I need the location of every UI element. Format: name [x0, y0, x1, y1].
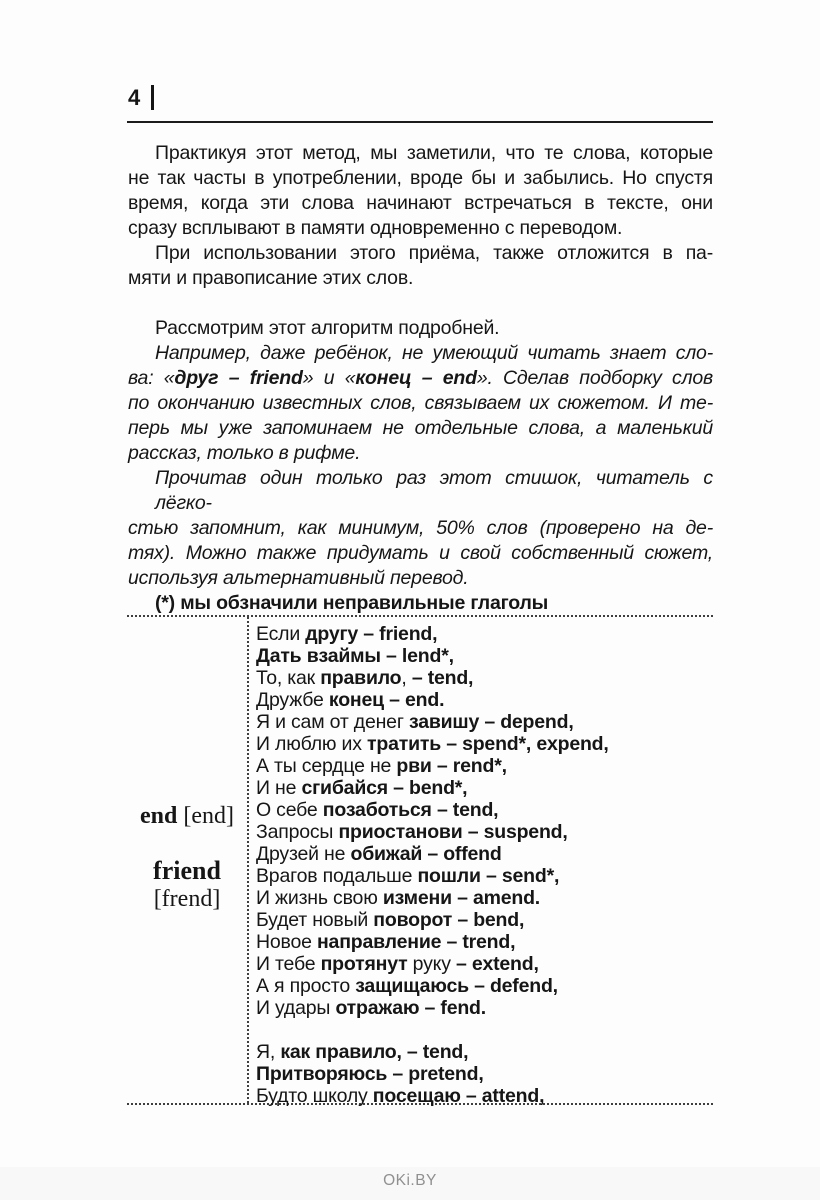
page-number-divider — [151, 85, 154, 110]
poem-line: О себе позаботься – tend, — [256, 799, 499, 821]
poem-line: Новое направление – trend, — [256, 931, 516, 953]
text-line: Прочитав один только раз этот стишок, читатель с лёгко- — [155, 467, 713, 514]
poem-line: Я, как правило, – tend, — [256, 1041, 469, 1063]
poem-line: И не сгибайся – bend*, — [256, 777, 468, 799]
paragraph — [128, 591, 713, 616]
paragraph — [128, 141, 713, 241]
poem-line: Будет новый поворот – bend, — [256, 909, 525, 931]
paragraph — [128, 466, 713, 591]
vocab-entry-end — [127, 803, 247, 830]
poem-line: Друзей не обижай – offend — [256, 843, 502, 865]
vocab-transcription: [end] — [183, 803, 234, 829]
text-line: Рассмотрим этот алгоритм подробней. — [155, 317, 500, 339]
paragraph — [128, 316, 713, 341]
poem-line: Врагов подальше пошли – send*, — [256, 865, 560, 887]
text-line: используя альтернативный перевод. — [128, 567, 469, 589]
poem-line: Я и сам от денег завишу – depend, — [256, 711, 574, 733]
paragraph — [128, 241, 713, 291]
text-line: При использовании этого приёма, также отложится в па- — [155, 242, 713, 264]
header-rule — [127, 121, 713, 123]
text-line: сразу всплывают в памяти одновременно с переводом. — [128, 217, 623, 239]
text-line: стью запомнит, как минимум, 50% слов (проверено на де- — [128, 517, 713, 539]
body-text — [128, 141, 713, 616]
text-line: не так часты в употреблении, вроде бы и забылись. Но спустя — [128, 167, 713, 189]
vocab-transcription: [frend] — [153, 886, 221, 912]
text-line: рассказ, только в рифме. — [128, 442, 361, 464]
poem-line — [256, 1019, 713, 1041]
vocab-word: end — [140, 803, 178, 829]
page-header — [128, 85, 154, 111]
poem-line: И удары отражаю – fend. — [256, 997, 486, 1019]
poem-column — [247, 617, 713, 1107]
text-line: Практикуя этот метод, мы заметили, что те слова, которые — [155, 142, 713, 164]
poem-line: И жизнь свою измени – amend. — [256, 887, 541, 909]
text-line: перь мы уже запоминаем не отдельные слова, а маленький — [128, 417, 713, 439]
poem-line: Запросы приостанови – suspend, — [256, 821, 568, 843]
poem-line: Если другу – friend, — [256, 623, 438, 645]
poem-line: То, как правило, – tend, — [256, 667, 474, 689]
text-line: Например, даже ребёнок, не умеющий читать знает сло- — [155, 342, 713, 364]
page-number: 4 — [128, 85, 141, 110]
vocab-table — [127, 615, 713, 1105]
watermark: OKi.BY — [383, 1172, 437, 1189]
text-line: по окончанию известных слов, связываем их сюжетом. И те- — [128, 392, 713, 414]
text-line: мяти и правописание этих слов. — [128, 267, 414, 289]
vocab-entry-friend — [127, 857, 247, 913]
poem-line: Притворяюсь – pretend, — [256, 1063, 484, 1085]
paragraph — [128, 341, 713, 466]
poem-line: Дружбе конец – end. — [256, 689, 445, 711]
poem-line: Будто школу посещаю – attend, — [256, 1085, 545, 1107]
text-line: ва: «друг – friend» и «конец – end». Сделав подборку слов — [128, 367, 713, 389]
poem-line: А ты сердце не рви – rend*, — [256, 755, 507, 777]
poem-line: Дать взаймы – lend*, — [256, 645, 454, 667]
poem — [256, 623, 713, 1107]
vocab-word: friend — [153, 856, 221, 885]
poem-line: И люблю их тратить – spend*, expend, — [256, 733, 609, 755]
poem-line: И тебе протянут руку – extend, — [256, 953, 539, 975]
vocab-column — [127, 617, 247, 1103]
text-line: тях). Можно также придумать и свой собственный сюжет, — [128, 542, 713, 564]
poem-line: А я просто защищаюсь – defend, — [256, 975, 558, 997]
text-line: время, когда эти слова начинают встречаться в тексте, они — [128, 192, 713, 214]
text-line: (*) мы обзначили неправильные глаголы — [155, 592, 549, 614]
